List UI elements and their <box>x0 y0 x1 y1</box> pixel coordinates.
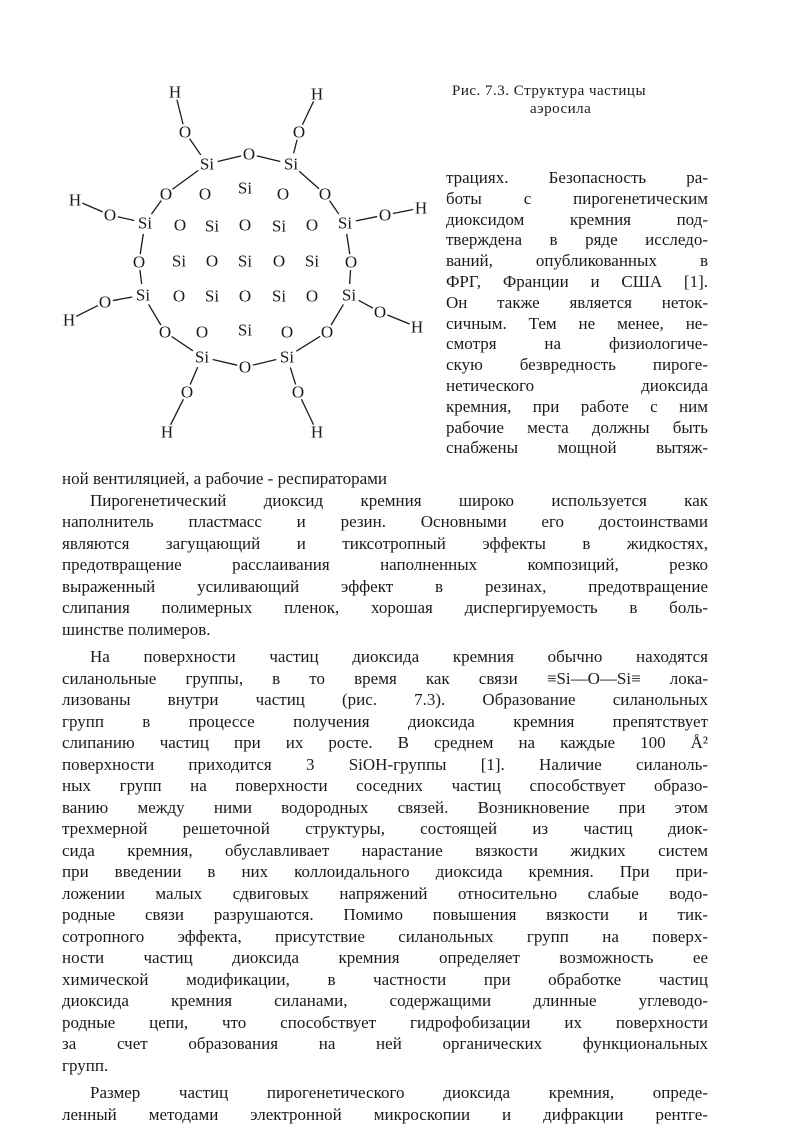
atom-o: O <box>276 184 290 204</box>
bond-line <box>190 139 201 155</box>
text-line: являются загущающий и тиксотропный эффекты в жидкостях, <box>62 533 708 553</box>
text-line: скую безвредность пироге- <box>446 355 708 375</box>
text-line: нетического диоксида <box>446 375 708 395</box>
atom-si: Si <box>271 286 287 306</box>
atom-o: O <box>320 322 334 342</box>
atom-h: H <box>160 422 174 442</box>
atom-si: Si <box>283 154 299 174</box>
text-line: диоксидом кремния под- <box>446 209 708 229</box>
text-line: трациях. Безопасность ра- <box>446 168 708 187</box>
bond-line <box>118 217 134 221</box>
bond-line <box>301 399 313 425</box>
atom-si: Si <box>237 251 253 271</box>
atom-o: O <box>159 184 173 204</box>
atom-h: H <box>168 82 182 102</box>
atom-o: O <box>195 322 209 342</box>
bond-line <box>350 270 351 284</box>
atom-o: O <box>318 184 332 204</box>
text-line: ленный методами электронной микроскопии и дифракции рентге- <box>62 1104 708 1124</box>
text-line: родные связи разрушаются. Помимо повышения вязкости и тик- <box>62 905 708 924</box>
atom-o: O <box>305 215 319 235</box>
text-line: Размер частиц пирогенетического диоксида кремния, опреде- <box>90 1083 708 1102</box>
text-line: ных групп на поверхности соседних частиц способствует образо- <box>62 776 708 795</box>
bond-line <box>172 336 193 350</box>
bond-line <box>257 156 281 162</box>
atom-si: Si <box>171 251 187 271</box>
bond-line <box>218 156 242 162</box>
atom-o: O <box>292 122 306 142</box>
atom-o: O <box>205 251 219 271</box>
atom-o: O <box>180 382 194 402</box>
text-line: смотря на физиологиче- <box>446 334 708 354</box>
atom-o: O <box>173 215 187 235</box>
bond-line <box>347 234 350 254</box>
atom-si: Si <box>279 347 295 367</box>
atom-o: O <box>305 286 319 306</box>
bond-line <box>299 171 319 188</box>
bond-line <box>213 359 237 365</box>
atom-o: O <box>178 122 192 142</box>
atom-o: O <box>280 322 294 342</box>
text-line: химической модификации, в частности при обработке частиц <box>62 969 708 989</box>
text-line: Он также является неток- <box>446 292 708 312</box>
atom-o: O <box>98 292 112 312</box>
text-line: при введении в них коллоидального диоксида кремния. При при- <box>62 862 708 881</box>
paragraph-applications <box>62 490 708 641</box>
paragraph-particle-size <box>62 1082 708 1125</box>
atom-h: H <box>68 190 82 210</box>
atom-o: O <box>103 205 117 225</box>
atom-si: Si <box>341 285 357 305</box>
bond-line <box>113 297 132 301</box>
caption-line-1: Рис. 7.3. Структура частицы <box>452 83 647 99</box>
atom-si: Si <box>199 154 215 174</box>
atom-h: H <box>62 310 76 330</box>
atom-h: H <box>414 198 428 218</box>
text-line: снабжены мощной вытяж- <box>446 438 708 458</box>
atom-o: O <box>158 322 172 342</box>
text-line: групп в процессе получения диоксида кремния препятствует <box>62 711 708 731</box>
text-line: лизованы внутри частиц (рис. 7.3). Образование силанольных <box>62 690 708 709</box>
atom-si: Si <box>194 347 210 367</box>
text-line: ваний, опубликованных в <box>446 251 708 271</box>
atom-o: O <box>132 252 146 272</box>
side-text-column <box>446 168 708 459</box>
text-line: слипанию частиц при их росте. В среднем на каждые 100 Å² <box>62 733 708 752</box>
bond-line <box>296 336 320 351</box>
atom-h: H <box>310 84 324 104</box>
atom-o: O <box>238 286 252 306</box>
atom-h: H <box>410 317 424 337</box>
text-line: шинстве полимеров. <box>62 619 211 639</box>
text-line: родные цепи, что способствует гидрофобизации их поверхности <box>62 1012 708 1032</box>
atom-si: Si <box>304 251 320 271</box>
text-line: поверхности приходится 3 SiOH-группы [1]. Наличие силаноль- <box>62 754 708 774</box>
text-line: наполнитель пластмасс и резин. Основными его достоинствами <box>62 512 708 531</box>
atom-o: O <box>291 382 305 402</box>
bond-line <box>356 217 377 221</box>
body-text <box>62 468 708 1125</box>
caption-line-2: аэросила <box>530 101 592 117</box>
text-line: Пирогенетический диоксид кремния широко используется как <box>90 490 708 510</box>
atom-si: Si <box>237 320 253 340</box>
atom-o: O <box>238 357 252 377</box>
atoms <box>63 83 427 442</box>
atom-o: O <box>172 286 186 306</box>
atom-o: O <box>272 251 286 271</box>
atom-o: O <box>344 252 358 272</box>
text-line: силанольные группы, в то время как связи ≡Si—O—Si≡ лока- <box>62 668 708 688</box>
bond-line <box>387 315 409 324</box>
figure-caption <box>452 82 722 118</box>
atom-o: O <box>242 144 256 164</box>
atom-si: Si <box>271 216 287 236</box>
text-line: сида кремния, обуславливает нарастание вязкости жидких систем <box>62 840 708 860</box>
text-line: слипания полимерных пленок, хорошая диспергируемость в боль- <box>62 598 708 617</box>
text-line: трехмерной решеточной структуры, состоящей из частиц диок- <box>62 819 708 838</box>
text-line: групп. <box>62 1055 109 1075</box>
atom-o: O <box>373 302 387 322</box>
atom-si: Si <box>237 178 253 198</box>
atom-si: Si <box>135 285 151 305</box>
paragraph-continuation <box>62 468 708 490</box>
bond-line <box>302 101 313 125</box>
atom-h: H <box>310 422 324 442</box>
silica-particle-structure-figure <box>55 70 445 450</box>
bond-line <box>140 234 143 254</box>
bond-line <box>393 210 413 214</box>
bond-line <box>359 300 373 308</box>
bond-line <box>177 100 183 124</box>
atom-si: Si <box>204 216 220 236</box>
text-line: На поверхности частиц диоксида кремния обычно находятся <box>90 647 708 666</box>
atom-o: O <box>378 205 392 225</box>
text-line: ванию между ними водородных связей. Возникновение при этом <box>62 797 708 817</box>
atom-o: O <box>238 215 252 235</box>
text-line: сичным. Тем не менее, не- <box>446 313 708 333</box>
atom-si: Si <box>337 213 353 233</box>
text-line: ности частиц диоксида кремния определяет возможность ее <box>62 948 708 967</box>
bond-line <box>140 270 142 284</box>
text-line: предотвращение расслаивания наполненных композиций, резко <box>62 555 708 574</box>
text-line: кремния, при работе с ним <box>446 396 708 416</box>
paragraph-silanol-groups <box>62 646 708 1076</box>
text-line: выраженный усиливающий эффект в резинах, предотвращение <box>62 576 708 596</box>
text-line: тверждена в ряде исследо- <box>446 230 708 250</box>
text-line: сотропного эффекта, присутствие силанольных групп на поверх- <box>62 926 708 946</box>
atom-si: Si <box>204 286 220 306</box>
bond-line <box>253 360 277 366</box>
bond-line <box>171 399 184 425</box>
text-line: рабочие места должны быть <box>446 417 708 437</box>
text-line: диоксида кремния силанами, содержащими длинные углеводо- <box>62 991 708 1010</box>
text-line: ложении малых сдвиговых напряжений относительно слабые водо- <box>62 883 708 903</box>
bond-line <box>76 306 98 317</box>
text-line: боты с пирогенетическим <box>446 188 708 208</box>
text-line: ной вентиляцией, а рабочие - респираторами <box>62 469 388 488</box>
atom-o: O <box>198 184 212 204</box>
text-line: ФРГ, Франции и США [1]. <box>446 271 708 291</box>
structure-diagram <box>55 70 445 450</box>
text-line: за счет образования на ней органических функциональных <box>62 1034 708 1053</box>
bond-line <box>172 170 198 189</box>
atom-si: Si <box>137 213 153 233</box>
bond-line <box>82 203 102 212</box>
bond-line <box>294 140 297 154</box>
